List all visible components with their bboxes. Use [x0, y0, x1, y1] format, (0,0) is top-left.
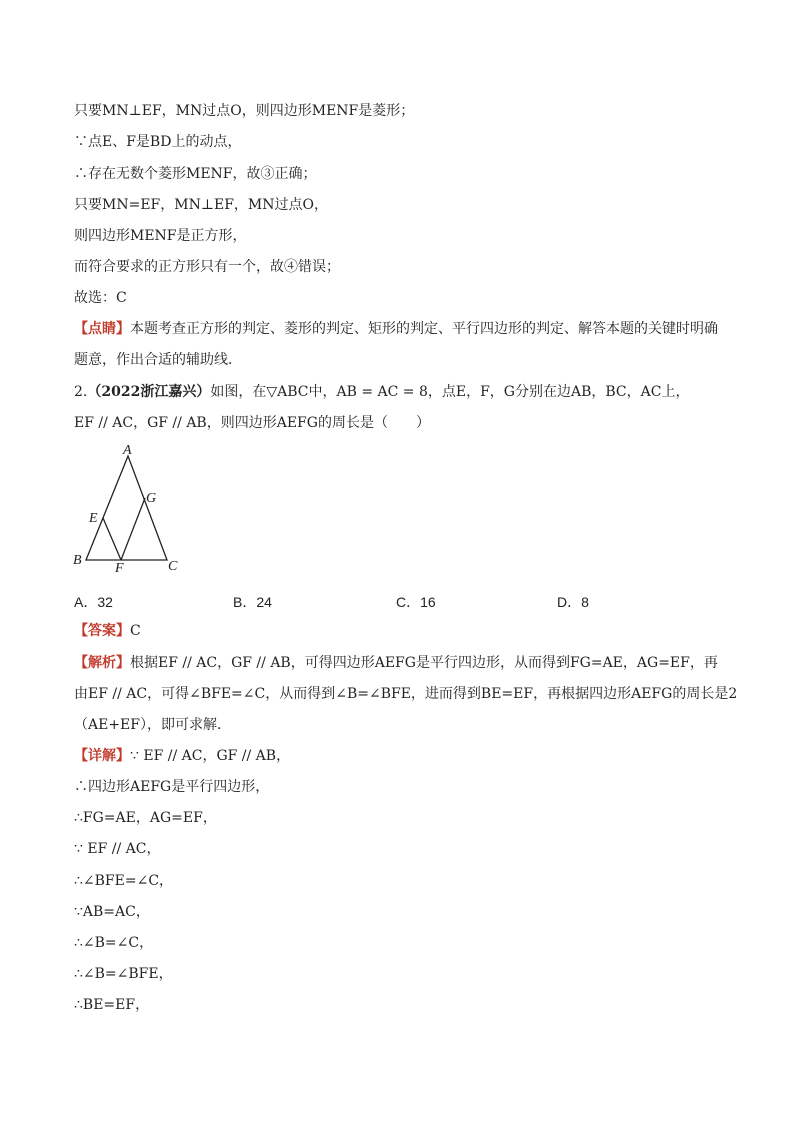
- detail-line-8: ∴∠B=∠BFE，: [74, 966, 173, 982]
- analysis-line-3: （AE+EF），即可求解．: [74, 717, 231, 733]
- solution-line-5: 则四边形MENF是正方形，: [74, 228, 247, 244]
- option-c: C．16: [396, 594, 436, 610]
- analysis-label: 【解析】: [74, 655, 130, 671]
- analysis-line-1: [74, 654, 718, 672]
- solution-line-4: 只要MN=EF，MN⊥EF，MN过点O，: [74, 197, 328, 213]
- question-number: 2.: [74, 384, 88, 400]
- triangle-figure: [70, 440, 190, 580]
- question-source: （2022浙江嘉兴）: [87, 384, 211, 400]
- solution-line-6: 而符合要求的正方形只有一个，故④错误；: [74, 259, 340, 275]
- detail-text-1: ∵ EF // AC，GF // AB，: [130, 748, 291, 764]
- detail-line-4: ∵ EF // AC，: [74, 841, 161, 857]
- label-e: E: [89, 511, 98, 526]
- dianjing-line-1: [74, 320, 718, 338]
- option-d: D．8: [557, 594, 589, 610]
- solution-line-7: 故选：C: [74, 290, 127, 306]
- label-a: A: [123, 443, 132, 458]
- detail-line-9: ∴BE=EF，: [74, 997, 150, 1013]
- question-line-1: [74, 383, 689, 401]
- analysis-text-1: 根据EF // AC，GF // AB，可得四边形AEFG是平行四边形，从而得到FG=AE，AG=EF，再: [130, 655, 718, 671]
- detail-line-5: ∴∠BFE=∠C，: [74, 873, 174, 889]
- segment-gf: [121, 498, 145, 560]
- detail-line-1: [74, 747, 290, 765]
- dianjing-text-1: 本题考查正方形的判定、菱形的判定、矩形的判定、平行四边形的判定、解答本题的关键时明确: [130, 321, 718, 337]
- analysis-line-2: 由EF // AC，可得∠BFE=∠C，从而得到∠B=∠BFE，进而得到BE=EF，再根据四边形AEFG的周长是2: [74, 686, 738, 702]
- solution-line-2: ∵点E、F是BD上的动点，: [74, 134, 242, 150]
- label-b: B: [73, 553, 82, 568]
- solution-line-3: ∴存在无数个菱形MENF，故③正确；: [74, 166, 317, 182]
- question-text-1: 如图，在▽ABC中，AB = AC = 8，点E，F，G分别在边AB，BC，AC上，: [210, 384, 690, 400]
- solution-line-1: 只要MN⊥EF，MN过点O，则四边形MENF是菱形；: [74, 103, 415, 119]
- question-line-2: EF // AC，GF // AB，则四边形AEFG的周长是（ ）: [74, 415, 430, 431]
- label-f: F: [115, 561, 124, 576]
- segment-ef: [103, 518, 121, 560]
- detail-line-6: ∵AB=AC，: [74, 904, 150, 920]
- label-g: G: [146, 491, 157, 506]
- detail-line-2: ∴四边形AEFG是平行四边形，: [74, 779, 270, 795]
- dianjing-label: 【点睛】: [74, 321, 130, 337]
- detail-label: 【详解】: [74, 748, 130, 764]
- answer-label: 【答案】: [74, 623, 130, 639]
- option-b: B．24: [233, 594, 272, 610]
- detail-line-3: ∴FG=AE，AG=EF，: [74, 810, 217, 826]
- answer-line: [74, 622, 141, 640]
- answer-value: C: [130, 623, 141, 639]
- option-a: A．32: [74, 594, 113, 610]
- label-c: C: [168, 559, 178, 574]
- dianjing-line-2: 题意，作出合适的辅助线．: [74, 352, 242, 368]
- detail-line-7: ∴∠B=∠C，: [74, 935, 154, 951]
